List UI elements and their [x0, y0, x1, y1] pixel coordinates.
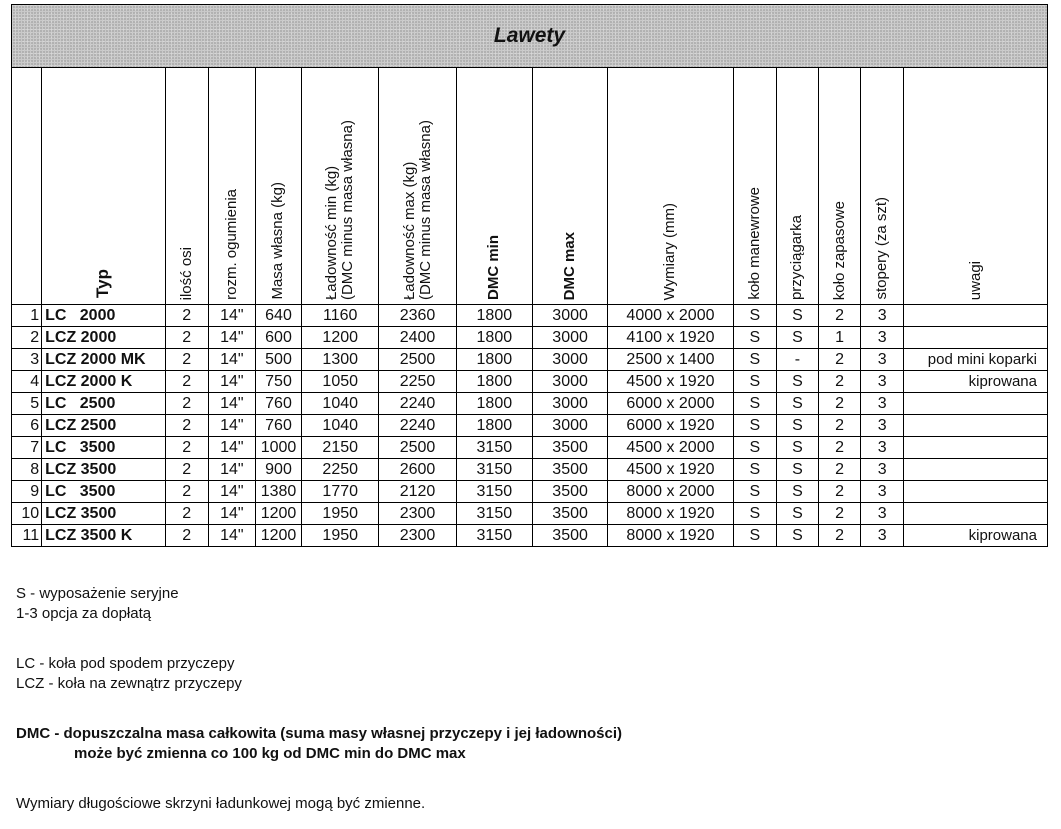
- row-axles: 2: [165, 525, 208, 547]
- row-number: 10: [12, 503, 42, 525]
- row-remarks: pod mini koparki: [904, 349, 1048, 371]
- row-dmc-max: 3000: [532, 415, 607, 437]
- row-dmc-max: 3000: [532, 327, 607, 349]
- row-payload-min: 1050: [302, 371, 379, 393]
- row-dmc-min: 3150: [456, 525, 532, 547]
- row-winch: S: [776, 437, 818, 459]
- row-axles: 2: [165, 481, 208, 503]
- row-jockey-wheel: S: [733, 459, 776, 481]
- row-axles: 2: [165, 349, 208, 371]
- legend-lc: LC - koła pod spodem przyczepy: [16, 655, 235, 672]
- header-row: [12, 68, 1048, 305]
- row-dmc-max: 3000: [532, 393, 607, 415]
- row-winch: S: [776, 481, 818, 503]
- row-wheel-chocks: 3: [861, 393, 904, 415]
- row-remarks: [904, 459, 1048, 481]
- row-spare-wheel: 2: [819, 459, 861, 481]
- row-tyre-size: 14": [208, 525, 255, 547]
- row-own-mass: 750: [255, 371, 301, 393]
- row-dimensions: 6000 x 2000: [608, 393, 733, 415]
- row-own-mass: 500: [255, 349, 301, 371]
- row-remarks: [904, 393, 1048, 415]
- row-dimensions: 8000 x 2000: [608, 481, 733, 503]
- table-row: [12, 503, 1048, 525]
- row-number: 9: [12, 481, 42, 503]
- row-jockey-wheel: S: [733, 327, 776, 349]
- row-number: 5: [12, 393, 42, 415]
- row-winch: S: [776, 371, 818, 393]
- row-spare-wheel: 2: [819, 305, 861, 327]
- row-wheel-chocks: 3: [861, 327, 904, 349]
- row-type: LCZ 3500: [42, 503, 165, 525]
- legend-lcz: LCZ - koła na zewnątrz przyczepy: [16, 675, 242, 692]
- row-type: LC 3500: [42, 481, 165, 503]
- row-winch: S: [776, 393, 818, 415]
- row-dmc-min: 1800: [456, 305, 532, 327]
- row-payload-max: 2600: [379, 459, 456, 481]
- row-axles: 2: [165, 371, 208, 393]
- row-axles: 2: [165, 415, 208, 437]
- row-spare-wheel: 1: [819, 327, 861, 349]
- header-typ: Typ: [42, 68, 165, 305]
- row-type: LC 2500: [42, 393, 165, 415]
- header-wymiary: Wymiary (mm): [608, 68, 733, 305]
- row-wheel-chocks: 3: [861, 349, 904, 371]
- row-axles: 2: [165, 393, 208, 415]
- row-tyre-size: 14": [208, 503, 255, 525]
- header-ladownosc-min: Ładowność min (kg) (DMC minus masa własna): [302, 68, 379, 305]
- row-dmc-max: 3500: [532, 437, 607, 459]
- row-tyre-size: 14": [208, 437, 255, 459]
- row-tyre-size: 14": [208, 327, 255, 349]
- row-payload-min: 1950: [302, 525, 379, 547]
- row-dmc-min: 3150: [456, 437, 532, 459]
- row-winch: S: [776, 525, 818, 547]
- row-number: 1: [12, 305, 42, 327]
- table-row: [12, 415, 1048, 437]
- header-osi: ilość osi: [165, 68, 208, 305]
- row-own-mass: 760: [255, 415, 301, 437]
- dmc-range-note: może być zmienna co 100 kg od DMC min do DMC max: [74, 745, 466, 762]
- row-axles: 2: [165, 305, 208, 327]
- row-payload-min: 1200: [302, 327, 379, 349]
- row-dimensions: 4000 x 2000: [608, 305, 733, 327]
- row-payload-min: 1950: [302, 503, 379, 525]
- row-jockey-wheel: S: [733, 393, 776, 415]
- row-remarks: [904, 327, 1048, 349]
- row-number: 7: [12, 437, 42, 459]
- row-dmc-max: 3500: [532, 503, 607, 525]
- row-type: LCZ 2500: [42, 415, 165, 437]
- row-tyre-size: 14": [208, 349, 255, 371]
- row-spare-wheel: 2: [819, 503, 861, 525]
- row-own-mass: 1000: [255, 437, 301, 459]
- row-dimensions: 2500 x 1400: [608, 349, 733, 371]
- type-legend-block: [16, 654, 242, 694]
- row-payload-min: 2250: [302, 459, 379, 481]
- row-tyre-size: 14": [208, 371, 255, 393]
- row-spare-wheel: 2: [819, 437, 861, 459]
- row-own-mass: 1200: [255, 503, 301, 525]
- table-title: Lawety: [12, 5, 1048, 68]
- row-dimensions: 4500 x 1920: [608, 459, 733, 481]
- dmc-note: [16, 724, 622, 764]
- row-payload-min: 2150: [302, 437, 379, 459]
- row-number: 8: [12, 459, 42, 481]
- row-axles: 2: [165, 327, 208, 349]
- row-jockey-wheel: S: [733, 437, 776, 459]
- row-payload-min: 1770: [302, 481, 379, 503]
- row-number: 6: [12, 415, 42, 437]
- row-dimensions: 4500 x 2000: [608, 437, 733, 459]
- table-body: [12, 305, 1048, 547]
- row-type: LCZ 2000: [42, 327, 165, 349]
- row-tyre-size: 14": [208, 393, 255, 415]
- row-dmc-max: 3500: [532, 525, 607, 547]
- row-payload-max: 2300: [379, 525, 456, 547]
- header-masa: Masa własna (kg): [255, 68, 301, 305]
- row-payload-max: 2240: [379, 415, 456, 437]
- row-remarks: kiprowana: [904, 371, 1048, 393]
- row-wheel-chocks: 3: [861, 525, 904, 547]
- row-winch: S: [776, 305, 818, 327]
- dims-note: Wymiary długościowe skrzyni ładunkowej mogą być zmienne.: [16, 795, 426, 812]
- row-jockey-wheel: S: [733, 415, 776, 437]
- row-jockey-wheel: S: [733, 503, 776, 525]
- row-spare-wheel: 2: [819, 393, 861, 415]
- row-payload-max: 2400: [379, 327, 456, 349]
- row-payload-max: 2300: [379, 503, 456, 525]
- row-dmc-min: 1800: [456, 371, 532, 393]
- row-spare-wheel: 2: [819, 525, 861, 547]
- row-spare-wheel: 2: [819, 481, 861, 503]
- header-dmc-max: DMC max: [532, 68, 607, 305]
- row-dmc-max: 3500: [532, 459, 607, 481]
- row-remarks: kiprowana: [904, 525, 1048, 547]
- row-wheel-chocks: 3: [861, 481, 904, 503]
- row-payload-max: 2360: [379, 305, 456, 327]
- row-type: LCZ 2000 K: [42, 371, 165, 393]
- table-row: [12, 349, 1048, 371]
- row-jockey-wheel: S: [733, 305, 776, 327]
- row-wheel-chocks: 3: [861, 503, 904, 525]
- row-dimensions: 6000 x 1920: [608, 415, 733, 437]
- row-number: 3: [12, 349, 42, 371]
- row-dmc-min: 3150: [456, 481, 532, 503]
- row-winch: S: [776, 327, 818, 349]
- row-dimensions: 8000 x 1920: [608, 503, 733, 525]
- row-remarks: [904, 305, 1048, 327]
- table-row: [12, 481, 1048, 503]
- row-jockey-wheel: S: [733, 371, 776, 393]
- header-kolo-manewrowe: koło manewrowe: [733, 68, 776, 305]
- row-payload-min: 1160: [302, 305, 379, 327]
- row-remarks: [904, 481, 1048, 503]
- row-jockey-wheel: S: [733, 481, 776, 503]
- table-row: [12, 327, 1048, 349]
- header-ogumienie: rozm. ogumienia: [208, 68, 255, 305]
- trailer-spec-table: [11, 4, 1048, 547]
- row-dmc-max: 3000: [532, 371, 607, 393]
- row-axles: 2: [165, 437, 208, 459]
- row-payload-min: 1040: [302, 415, 379, 437]
- legend-block: [16, 584, 179, 624]
- row-dimensions: 8000 x 1920: [608, 525, 733, 547]
- row-type: LC 3500: [42, 437, 165, 459]
- row-tyre-size: 14": [208, 481, 255, 503]
- table-row: [12, 437, 1048, 459]
- row-payload-max: 2500: [379, 437, 456, 459]
- header-dmc-min: DMC min: [456, 68, 532, 305]
- row-dmc-max: 3000: [532, 305, 607, 327]
- row-winch: S: [776, 415, 818, 437]
- legend-s: S - wyposażenie seryjne: [16, 585, 179, 602]
- row-remarks: [904, 415, 1048, 437]
- row-dmc-max: 3500: [532, 481, 607, 503]
- row-own-mass: 1380: [255, 481, 301, 503]
- row-spare-wheel: 2: [819, 349, 861, 371]
- row-payload-max: 2250: [379, 371, 456, 393]
- row-own-mass: 640: [255, 305, 301, 327]
- row-winch: -: [776, 349, 818, 371]
- row-own-mass: 900: [255, 459, 301, 481]
- header-ladownosc-max: Ładowność max (kg) (DMC minus masa własna): [379, 68, 456, 305]
- row-type: LC 2000: [42, 305, 165, 327]
- row-wheel-chocks: 3: [861, 415, 904, 437]
- row-payload-max: 2240: [379, 393, 456, 415]
- table-row: [12, 393, 1048, 415]
- header-kolo-zapasowe: koło zapasowe: [819, 68, 861, 305]
- header-przyciagarka: przyciągarka: [776, 68, 818, 305]
- row-dimensions: 4500 x 1920: [608, 371, 733, 393]
- row-payload-max: 2120: [379, 481, 456, 503]
- table-row: [12, 371, 1048, 393]
- row-payload-min: 1040: [302, 393, 379, 415]
- row-wheel-chocks: 3: [861, 459, 904, 481]
- row-wheel-chocks: 3: [861, 437, 904, 459]
- legend-options: 1-3 opcja za dopłatą: [16, 605, 152, 622]
- row-jockey-wheel: S: [733, 525, 776, 547]
- dims-note-block: [16, 794, 425, 814]
- row-tyre-size: 14": [208, 459, 255, 481]
- dmc-definition: DMC - dopuszczalna masa całkowita (suma masy własnej przyczepy i jej ładowności): [16, 725, 623, 742]
- row-dmc-min: 3150: [456, 459, 532, 481]
- row-axles: 2: [165, 459, 208, 481]
- row-dmc-min: 3150: [456, 503, 532, 525]
- row-jockey-wheel: S: [733, 349, 776, 371]
- spec-sheet: [11, 4, 1048, 547]
- row-payload-max: 2500: [379, 349, 456, 371]
- header-stopery: stopery (za szt): [861, 68, 904, 305]
- row-wheel-chocks: 3: [861, 371, 904, 393]
- row-axles: 2: [165, 503, 208, 525]
- row-winch: S: [776, 459, 818, 481]
- row-number: 4: [12, 371, 42, 393]
- header-nr: [12, 68, 42, 305]
- row-spare-wheel: 2: [819, 415, 861, 437]
- row-own-mass: 760: [255, 393, 301, 415]
- row-dmc-min: 1800: [456, 349, 532, 371]
- table-row: [12, 459, 1048, 481]
- row-number: 2: [12, 327, 42, 349]
- row-dimensions: 4100 x 1920: [608, 327, 733, 349]
- table-row: [12, 525, 1048, 547]
- row-payload-min: 1300: [302, 349, 379, 371]
- row-spare-wheel: 2: [819, 371, 861, 393]
- row-dmc-max: 3000: [532, 349, 607, 371]
- row-winch: S: [776, 503, 818, 525]
- row-type: LCZ 3500: [42, 459, 165, 481]
- row-own-mass: 600: [255, 327, 301, 349]
- row-tyre-size: 14": [208, 305, 255, 327]
- row-type: LCZ 3500 K: [42, 525, 165, 547]
- row-dmc-min: 1800: [456, 327, 532, 349]
- row-dmc-min: 1800: [456, 415, 532, 437]
- row-remarks: [904, 503, 1048, 525]
- row-type: LCZ 2000 MK: [42, 349, 165, 371]
- row-own-mass: 1200: [255, 525, 301, 547]
- row-remarks: [904, 437, 1048, 459]
- row-tyre-size: 14": [208, 415, 255, 437]
- row-number: 11: [12, 525, 42, 547]
- row-dmc-min: 1800: [456, 393, 532, 415]
- header-uwagi: uwagi: [904, 68, 1048, 305]
- table-row: [12, 305, 1048, 327]
- row-wheel-chocks: 3: [861, 305, 904, 327]
